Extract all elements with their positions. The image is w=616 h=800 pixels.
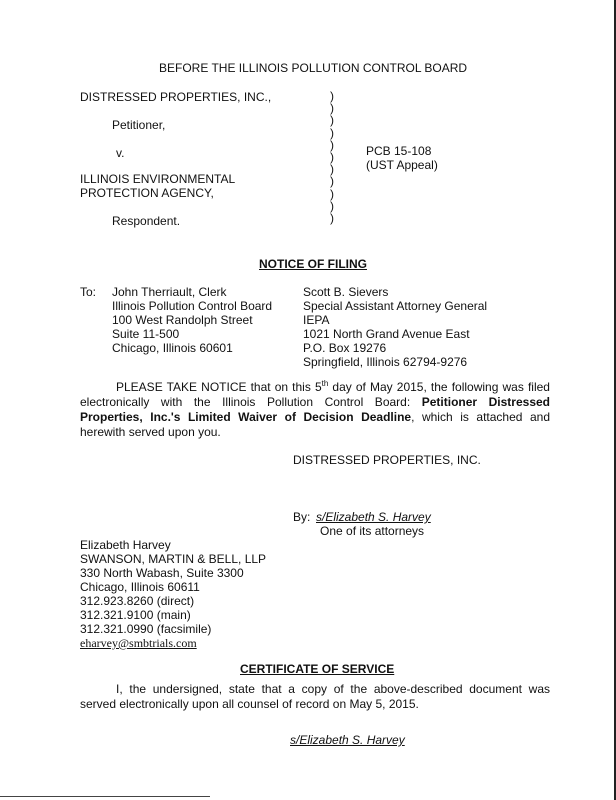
recipient-right-line: 1021 North Grand Avenue East [303, 327, 470, 341]
certificate-signature: s/Elizabeth S. Harvey [290, 733, 405, 747]
recipient-right-line: Special Assistant Attorney General [303, 299, 488, 313]
attorney-line: 312.321.0990 (facsimile) [80, 622, 212, 636]
recipient-left [112, 285, 272, 355]
recipient-right [303, 285, 487, 369]
certificate-title: CERTIFICATE OF SERVICE [240, 662, 395, 676]
attorney-line: SWANSON, MARTIN & BELL, LLP [80, 552, 267, 566]
party-signature: DISTRESSED PROPERTIES, INC. [293, 453, 481, 467]
respondent-name-line2: PROTECTION AGENCY, [80, 186, 214, 200]
by-label: By: [293, 510, 311, 524]
respondent-role: Respondent. [112, 214, 181, 228]
attorney-block [80, 538, 266, 650]
notice-body-part2: day of May 2015, the following was filed electronically with the Illinois Pollution Control Board: [80, 380, 550, 409]
notice-body-part3: , which is attached and herewith served upon you. [80, 410, 551, 439]
notice-body [80, 380, 550, 440]
attorney-line: Elizabeth Harvey [80, 538, 171, 552]
recipient-left-line: Illinois Pollution Control Board [112, 299, 273, 313]
case-type: (UST Appeal) [366, 158, 438, 172]
recipient-left-line: Suite 11-500 [112, 327, 180, 341]
notice-body-bold: Petitioner Distressed Properties, Inc.'s Limited Waiver of Decision Deadline [80, 395, 551, 424]
case-number: PCB 15-108 [366, 144, 432, 158]
certificate-body: I, the undersigned, state that a copy of the above-described document was served electronically upon all counsel of record on May 5, 2015. [80, 682, 550, 711]
recipient-right-line: P.O. Box 19276 [303, 341, 387, 355]
versus: v. [116, 146, 125, 160]
petitioner-role: Petitioner, [112, 118, 166, 132]
signature: s/Elizabeth S. Harvey [316, 510, 431, 524]
attorney-email[interactable]: eharvey@smbtrials.com [80, 636, 197, 650]
attorney-line: Chicago, Illinois 60611 [80, 580, 200, 594]
recipient-right-line: Scott B. Sievers [303, 285, 389, 299]
notice-body-part1: PLEASE TAKE NOTICE that on this 5 [116, 380, 322, 394]
attorney-line: 312.321.9100 (main) [80, 608, 191, 622]
to-label: To: [80, 285, 97, 299]
recipient-left-line: John Therriault, Clerk [112, 285, 227, 299]
caption-parentheses: ) ) ) ) ) ) ) ) ) ) ) [330, 89, 334, 226]
respondent-name-line1: ILLINOIS ENVIRONMENTAL [80, 172, 236, 186]
recipient-right-line: IEPA [303, 313, 330, 327]
attorney-line: 330 North Wabash, Suite 3300 [80, 566, 244, 580]
board-title: BEFORE THE ILLINOIS POLLUTION CONTROL BOARD [159, 61, 468, 75]
bottom-rule [0, 796, 210, 797]
recipient-right-line: Springfield, Illinois 62794-9276 [303, 355, 468, 369]
petitioner-name: DISTRESSED PROPERTIES, INC., [80, 90, 272, 104]
notice-body-sup: th [321, 379, 329, 388]
attorney-line: 312.923.8260 (direct) [80, 594, 195, 608]
recipient-left-line: 100 West Randolph Street [112, 313, 253, 327]
recipient-left-line: Chicago, Illinois 60601 [112, 341, 233, 355]
notice-title: NOTICE OF FILING [259, 257, 367, 271]
attorney-role: One of its attorneys [320, 524, 425, 538]
